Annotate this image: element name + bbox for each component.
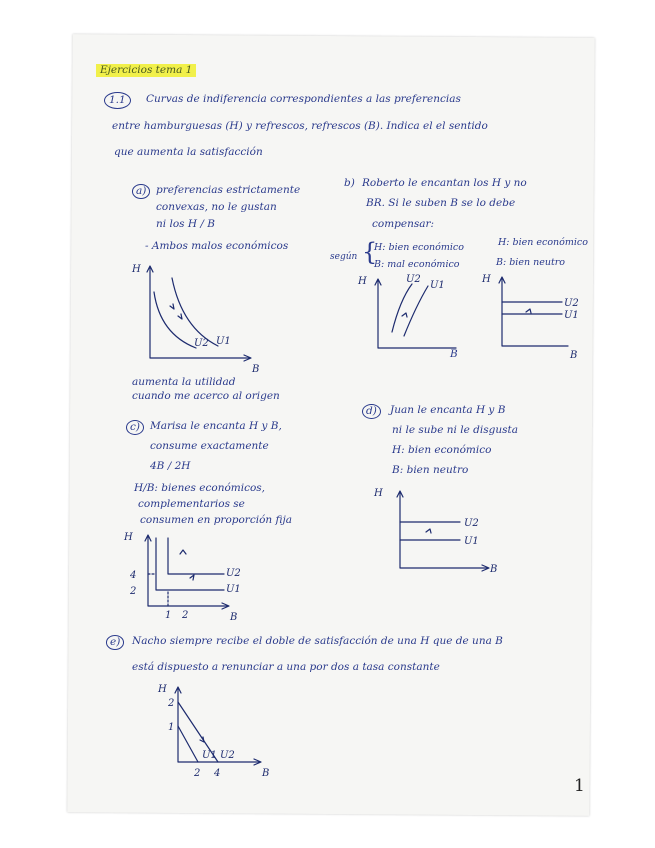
part-c-y-tick-2: 2 [130, 586, 137, 597]
part-b-line-3: compensar: [372, 218, 435, 230]
part-e-axes [178, 688, 260, 762]
part-c-note-1: H/B: bienes económicos, [134, 482, 266, 494]
part-c-x-tick-2: 2 [182, 610, 189, 621]
part-b-graph-1-y-axis: H [358, 276, 367, 287]
part-c-x-axis: B [230, 612, 238, 623]
part-b-graph-1-curve-u1 [404, 286, 428, 336]
part-a-curve-u1 [172, 278, 218, 346]
part-b-graph-1-x-axis: B [450, 348, 458, 360]
part-d-line-3: H: bien económico [392, 444, 492, 456]
part-a-curve-label-u1: U1 [216, 336, 231, 347]
part-a-line-1: preferencias estrictamente [156, 184, 301, 196]
part-c-line-2: consume exactamente [150, 440, 269, 452]
part-c-curve-u2 [168, 538, 224, 574]
part-e-graph [150, 680, 270, 790]
part-b-line-2: BR. Si le suben B se lo debe [366, 197, 516, 209]
part-e-x-tick-4: 4 [214, 768, 221, 779]
intro-line-3: que aumenta la satisfacción [114, 146, 263, 158]
part-b-case1-line-2: B: mal económico [374, 259, 460, 270]
part-b-side-label: según [330, 252, 358, 262]
part-d-axes [400, 492, 488, 568]
part-c-x-tick-1: 1 [165, 610, 172, 621]
exercise-number: 1.1 [104, 92, 131, 109]
part-a-line-4: - Ambos malos económicos [145, 240, 289, 252]
part-a-curve-u2 [154, 292, 196, 348]
part-d-y-axis: H [374, 488, 383, 499]
page-title: Ejercicios tema 1 [96, 64, 196, 77]
part-a-graph [120, 258, 280, 378]
part-c-line-3: 4B / 2H [150, 460, 191, 472]
part-e-line-1: Nacho siempre recibe el doble de satisfacción de una H que de una B [132, 635, 503, 647]
part-a-note-2: cuando me acerco al origen [132, 390, 280, 402]
part-e-y-tick-1: 1 [168, 722, 175, 733]
part-b-case2-line-2: B: bien neutro [496, 257, 566, 268]
part-b-graph-2-x-axis: B [570, 350, 578, 361]
part-b-brace: { [362, 238, 378, 266]
part-e-x-axis: B [262, 768, 270, 779]
part-a-curve-label-u2: U2 [194, 338, 209, 349]
part-c-label: c) [126, 420, 144, 435]
part-e-curve-label-u1: U1 [202, 750, 217, 761]
intro-line-1: Curvas de indiferencia correspondientes a las preferencias [146, 93, 461, 105]
part-c-curve-u1 [156, 538, 224, 590]
part-d-x-axis: B [490, 564, 498, 575]
part-b-graph-1-curve-label-u2: U2 [406, 274, 421, 285]
part-b-graph-1-curve-label-u1: U1 [430, 280, 445, 291]
part-b-graph-1 [356, 270, 476, 360]
part-e-curve-u1 [178, 726, 198, 762]
part-b-case1-line-1: H: bien económico [374, 242, 464, 253]
part-b-graph-2-curve-label-u2: U2 [564, 298, 579, 309]
part-a-x-axis: B [252, 364, 260, 375]
part-c-y-tick-4: 4 [130, 570, 137, 581]
part-e-y-axis: H [158, 684, 167, 695]
part-d-line-2: ni le sube ni le disgusta [392, 424, 518, 436]
part-e-y-tick-2: 2 [168, 698, 175, 709]
part-a-note-1: aumenta la utilidad [132, 376, 236, 388]
part-c-axes [148, 536, 228, 606]
part-d-line-4: B: bien neutro [392, 464, 469, 476]
part-e-line-2: está dispuesto a renunciar a una por dos a tasa constante [132, 661, 440, 673]
page-number: 1 [574, 776, 585, 796]
part-e-curve-label-u2: U2 [220, 750, 235, 761]
intro-line-2: entre hamburguesas (H) y refrescos, refrescos (B). Indica el el sentido [112, 120, 488, 132]
part-b-case2-line-1: H: bien económico [498, 237, 588, 248]
part-a-line-3: ni los H / B [156, 218, 215, 230]
part-b-graph-2-y-axis: H [482, 274, 491, 285]
part-a-line-2: convexas, no le gustan [156, 201, 277, 213]
part-b-label: b) [344, 177, 355, 189]
part-a-label: a) [132, 184, 150, 199]
part-d-curve-label-u2: U2 [464, 518, 479, 529]
part-c-line-1: Marisa le encanta H y B, [150, 420, 282, 432]
part-d-label: d) [362, 404, 381, 419]
part-b-graph-2 [480, 268, 590, 361]
part-e-label: e) [106, 635, 124, 650]
part-d-line-1: Juan le encanta H y B [390, 404, 506, 416]
part-a-y-axis: H [132, 264, 141, 275]
part-c-y-axis: H [124, 532, 133, 543]
part-e-x-tick-2: 2 [194, 768, 201, 779]
part-d-graph [370, 482, 510, 582]
part-c-note-3: consumen en proporción fija [140, 514, 293, 526]
part-d-curve-label-u1: U1 [464, 536, 479, 547]
part-c-graph [112, 528, 242, 628]
part-b-line-1: Roberto le encantan los H y no [362, 177, 527, 189]
part-c-note-2: complementarios se [138, 498, 245, 510]
part-b-graph-2-axes [502, 278, 568, 346]
part-c-curve-label-u2: U2 [226, 568, 241, 579]
part-b-graph-2-curve-label-u1: U1 [564, 310, 579, 321]
part-c-curve-label-u1: U1 [226, 584, 241, 595]
